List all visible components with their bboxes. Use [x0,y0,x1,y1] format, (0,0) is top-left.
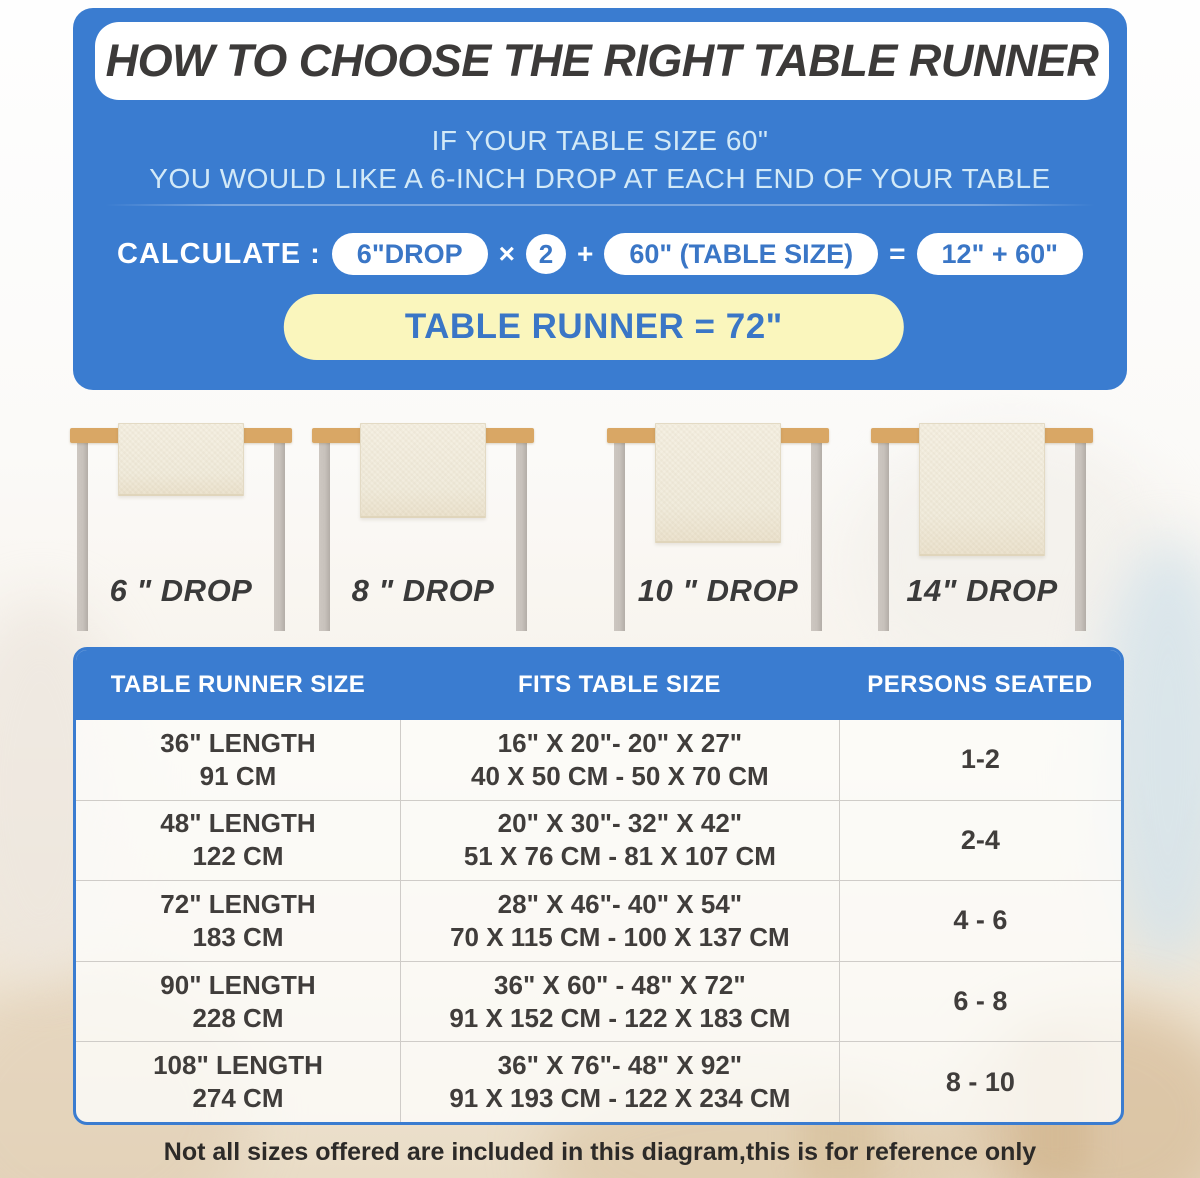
cell-persons-seated: 4 - 6 [839,881,1121,961]
cell-persons-seated: 2-4 [839,801,1121,881]
fits-size-in: 20" X 30"- 32" X 42" [497,808,743,839]
runner-length-cm: 274 CM [192,1083,284,1114]
cell-fits-size [400,881,839,961]
runner-length-in: 108" LENGTH [153,1050,323,1081]
cell-persons-seated: 8 - 10 [839,1042,1121,1122]
runner-cloth [360,423,486,518]
cell-fits-size [400,962,839,1042]
fits-size-cm: 51 X 76 CM - 81 X 107 CM [463,841,776,872]
footnote: Not all sizes offered are included in this diagram,this is for reference only [163,1138,1037,1166]
cell-runner-size [76,881,400,961]
table-row [76,800,1121,881]
table-figure-14in-drop [871,428,1093,635]
cell-fits-size [400,720,839,800]
table-row [76,880,1121,961]
drop-label: 6 " DROP [109,573,253,608]
infographic-title: HOW TO CHOOSE THE RIGHT TABLE RUNNER [105,35,1099,86]
cell-runner-size [76,720,400,800]
runner-length-in: 48" LENGTH [160,808,316,839]
col-header-persons-seated: PERSONS SEATED [867,671,1093,698]
multiplier-badge: 2 [526,234,566,274]
fits-size-in: 36" X 60" - 48" X 72" [494,969,746,1000]
plus-operator: + [576,238,594,269]
table-row [76,720,1121,800]
fits-size-cm: 70 X 115 CM - 100 X 137 CM [450,921,790,952]
drop-label: 14" DROP [906,573,1058,608]
cell-fits-size [400,801,839,881]
table-row [76,1041,1121,1122]
result-highlight-pill [284,294,904,360]
runner-cloth [919,423,1045,556]
runner-cloth [118,423,244,496]
runner-length-cm: 183 CM [192,921,284,952]
divider-line [105,204,1096,206]
table-figure-10in-drop [607,428,829,635]
calc-label: CALCULATE : [117,237,321,270]
runner-length-cm: 228 CM [192,1002,284,1033]
col-header-fits-table-size: FITS TABLE SIZE [517,671,721,698]
size-table [73,647,1124,1125]
result-text: TABLE RUNNER = 72" [404,307,783,346]
cell-runner-size [76,1042,400,1122]
drop-label: 10 " DROP [637,573,799,608]
table-row [76,961,1121,1042]
col-header-runner-size: TABLE RUNNER SIZE [110,671,366,698]
intro-line-2: YOU WOULD LIKE A 6-INCH DROP AT EACH END OF YOUR TABLE [149,163,1051,194]
equals-operator: = [889,238,906,269]
table-size-pill: 60" (TABLE SIZE) [604,233,878,275]
fits-size-in: 16" X 20"- 20" X 27" [497,727,743,758]
drop-figures [0,428,1200,638]
sum-pill: 12" + 60" [917,233,1083,275]
calc-formula-row [73,232,1127,276]
size-table-body [76,720,1121,1122]
runner-length-in: 90" LENGTH [160,969,316,1000]
runner-length-cm: 122 CM [192,841,284,872]
table-figure-8in-drop [312,428,534,635]
drop-pill: 6"DROP [332,233,488,275]
fits-size-cm: 91 X 152 CM - 122 X 183 CM [449,1002,791,1033]
runner-length-cm: 91 CM [199,760,277,791]
runner-cloth [655,423,781,543]
header-panel [73,8,1127,390]
intro-text [73,122,1127,198]
cell-runner-size [76,962,400,1042]
fits-size-in: 36" X 76"- 48" X 92" [497,1050,743,1081]
cell-fits-size [400,1042,839,1122]
title-banner [95,22,1109,100]
intro-line-1: IF YOUR TABLE SIZE 60" [431,125,769,156]
fits-size-cm: 91 X 193 CM - 122 X 234 CM [449,1083,791,1114]
fits-size-cm: 40 X 50 CM - 50 X 70 CM [471,760,769,791]
size-table-header [76,650,1121,720]
runner-length-in: 72" LENGTH [160,888,316,919]
cell-persons-seated: 6 - 8 [839,962,1121,1042]
cell-persons-seated: 1-2 [839,720,1121,800]
cell-runner-size [76,801,400,881]
times-operator: × [498,238,515,269]
runner-length-in: 36" LENGTH [160,727,316,758]
table-figure-6in-drop [70,428,292,635]
fits-size-in: 28" X 46"- 40" X 54" [497,888,743,919]
drop-label: 8 " DROP [351,573,495,608]
